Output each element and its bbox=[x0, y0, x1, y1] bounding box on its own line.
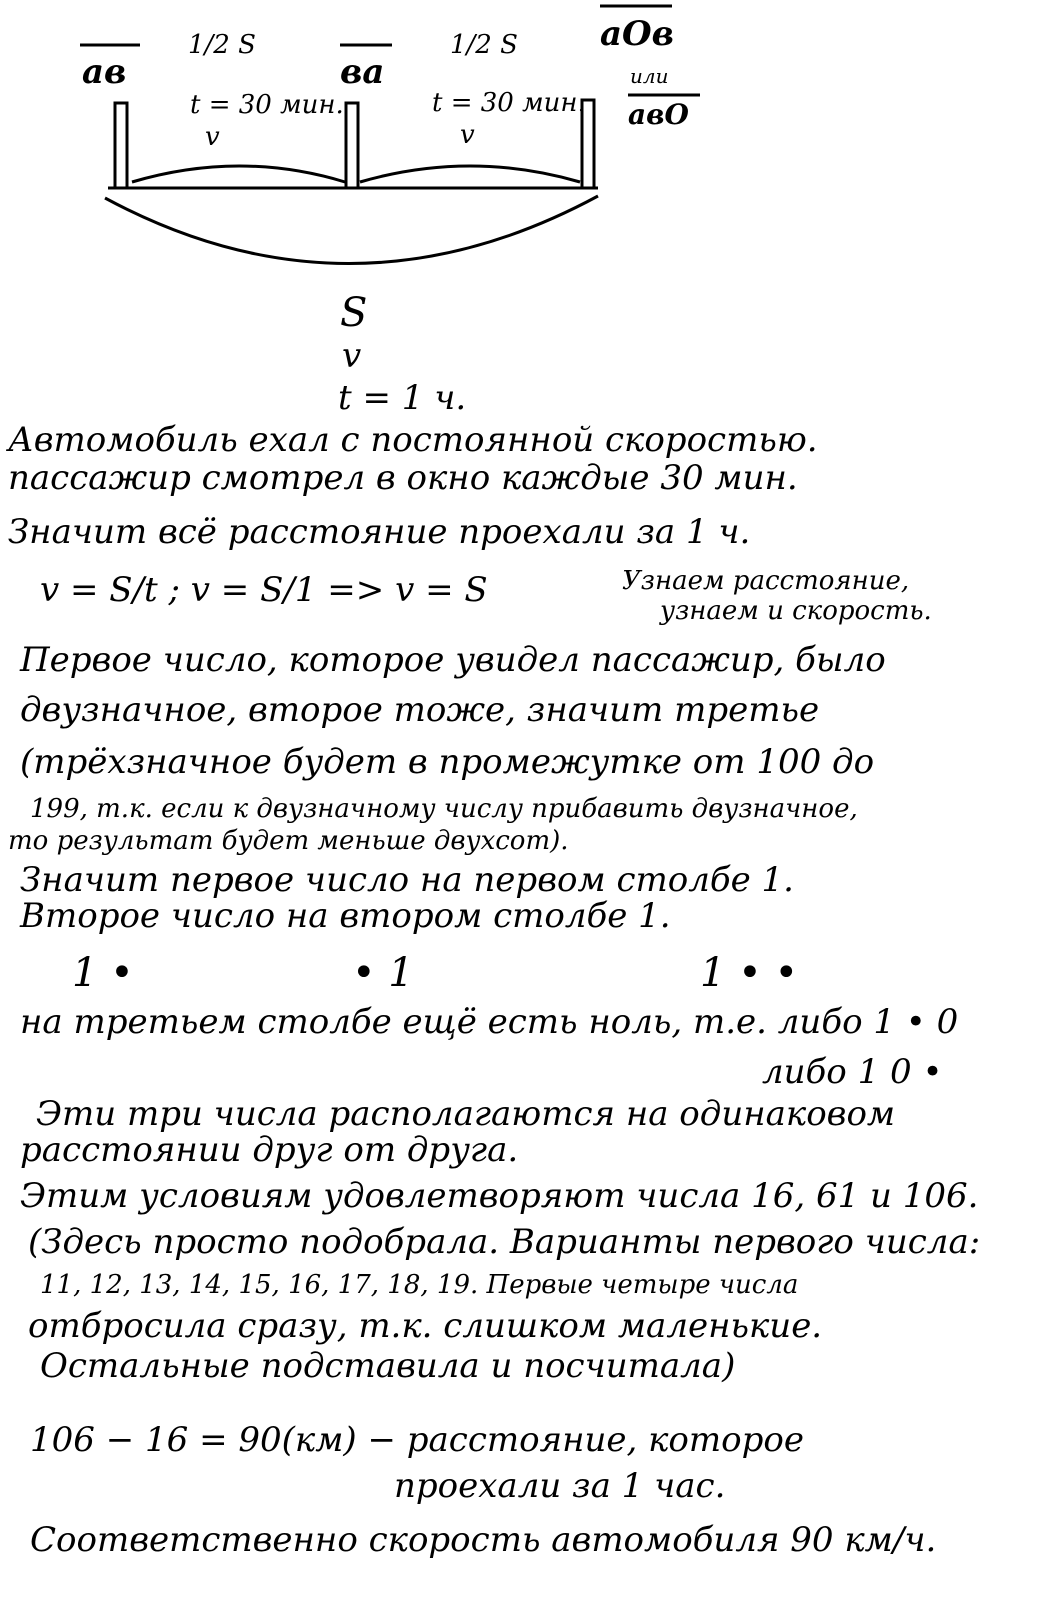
total-time: t = 1 ч. bbox=[338, 378, 467, 418]
text-line-12: Значит первое число на первом столбе 1. bbox=[20, 860, 794, 900]
text-line-1: Автомобиль ехал с постоянной скоростью. bbox=[8, 420, 818, 460]
total-speed: v bbox=[342, 336, 362, 376]
text-line-27: проехали за 1 час. bbox=[394, 1466, 726, 1506]
arc-total bbox=[105, 196, 598, 264]
seg2-distance: 1/2 S bbox=[450, 30, 518, 60]
text-line-5: Узнаем расстояние, bbox=[622, 566, 910, 596]
post-1 bbox=[115, 103, 127, 188]
label-or: или bbox=[630, 64, 669, 88]
digits-post-3: 1 • • bbox=[700, 950, 799, 996]
text-line-18: либо 1 0 • bbox=[762, 1052, 943, 1092]
text-line-10: 199, т.к. если к двузначному числу прибавить двузначное, bbox=[30, 794, 858, 824]
text-line-19: Эти три числа располагаются на одинаковом bbox=[36, 1094, 896, 1134]
text-line-23: 11, 12, 13, 14, 15, 16, 17, 18, 19. Первые четыре числа bbox=[40, 1270, 799, 1300]
text-line-25: Остальные подставила и посчитала) bbox=[40, 1346, 736, 1386]
seg1-time: t = 30 мин. bbox=[190, 90, 344, 120]
text-line-3: Значит всё расстояние проехали за 1 ч. bbox=[8, 512, 751, 552]
digits-post-2: • 1 bbox=[352, 950, 414, 996]
text-line-26: 106 − 16 = 90(км) − расстояние, которое bbox=[30, 1420, 804, 1460]
text-line-9: (трёхзначное будет в промежутке от 100 до bbox=[20, 742, 875, 782]
seg1-distance: 1/2 S bbox=[188, 30, 256, 60]
text-line-7: Первое число, которое увидел пассажир, было bbox=[20, 640, 886, 680]
text-line-11: то результат будет меньше двухсот). bbox=[8, 826, 569, 856]
route-diagram bbox=[0, 0, 1055, 420]
text-line-21: Этим условиям удовлетворяют числа 16, 61 и 106. bbox=[20, 1176, 979, 1216]
text-line-28: Соответственно скорость автомобиля 90 км/ч. bbox=[30, 1520, 937, 1560]
text-line-22: (Здесь просто подобрала. Варианты первого числа: bbox=[28, 1222, 981, 1262]
digits-post-1: 1 • bbox=[72, 950, 134, 996]
formula-line: v = S/t ; v = S/1 => v = S bbox=[40, 570, 488, 610]
arc-segment-1 bbox=[132, 166, 345, 182]
text-line-2: пассажир смотрел в окно каждые 30 мин. bbox=[8, 458, 798, 498]
seg2-speed: v bbox=[460, 120, 475, 150]
text-line-17: на третьем столбе ещё есть ноль, т.е. либо 1 • 0 bbox=[20, 1002, 959, 1042]
text-line-8: двузначное, второе тоже, значит третье bbox=[20, 690, 820, 730]
label-ab: ав bbox=[82, 52, 127, 92]
text-line-6: узнаем и скорость. bbox=[660, 596, 932, 626]
total-distance: S bbox=[340, 290, 368, 336]
text-line-24: отбросила сразу, т.к. слишком маленькие. bbox=[28, 1306, 823, 1346]
label-ba: ва bbox=[340, 52, 385, 92]
seg2-time: t = 30 мин. bbox=[432, 88, 586, 118]
post-2 bbox=[346, 103, 358, 188]
arc-segment-2 bbox=[360, 166, 580, 182]
text-line-13: Второе число на втором столбе 1. bbox=[20, 896, 671, 936]
label-abo: авО bbox=[628, 98, 689, 131]
seg1-speed: v bbox=[205, 122, 220, 152]
label-aob: аОв bbox=[600, 14, 674, 54]
text-line-20: расстоянии друг от друга. bbox=[20, 1130, 519, 1170]
